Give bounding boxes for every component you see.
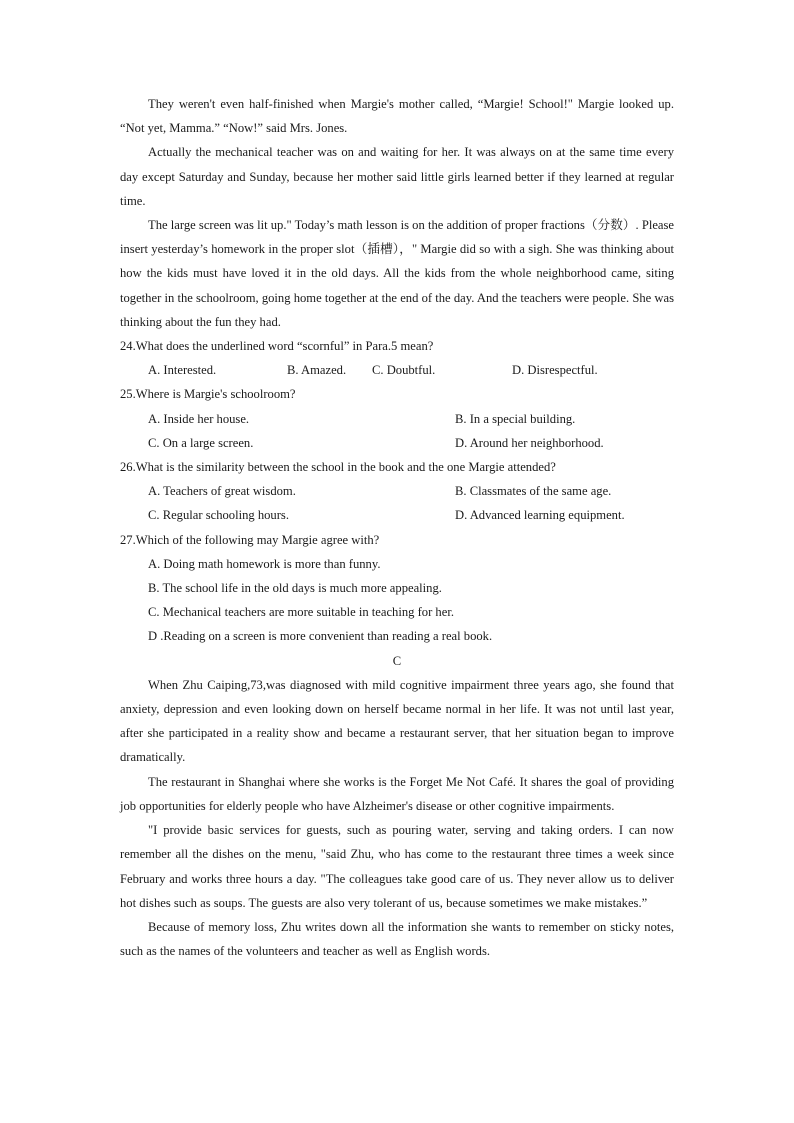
section-title-c: C bbox=[392, 653, 402, 668]
question-27-stem: 27.Which of the following may Margie agree with? bbox=[120, 532, 380, 547]
option-a[interactable]: A. Inside her house. bbox=[148, 411, 250, 426]
option-c[interactable]: C. On a large screen. bbox=[148, 435, 254, 450]
option-b[interactable]: B. In a special building. bbox=[455, 411, 576, 426]
option-c[interactable]: C. Mechanical teachers are more suitable in teaching for her. bbox=[148, 605, 454, 620]
question-24-stem: 24.What does the underlined word “scornful” in Para.5 mean? bbox=[120, 339, 434, 354]
option-c[interactable]: C. Doubtful. bbox=[372, 363, 436, 378]
passage-b-paragraph: They weren't even half-finished when Margie's mother called, “Margie! School!" Margie looked up. “Not yet, Mamma.” “Now!” said Mrs. Jones. bbox=[120, 97, 674, 136]
option-d[interactable]: D. Advanced learning equipment. bbox=[455, 508, 625, 523]
question-25-stem: 25.Where is Margie's schoolroom? bbox=[120, 387, 296, 402]
option-b[interactable]: B. Classmates of the same age. bbox=[455, 484, 612, 499]
option-d[interactable]: D. Around her neighborhood. bbox=[455, 435, 604, 450]
option-b[interactable]: B. Amazed. bbox=[287, 363, 347, 378]
question-26-options-row-2 bbox=[120, 503, 674, 527]
option-d[interactable]: D. Disrespectful. bbox=[512, 363, 598, 378]
option-c[interactable]: C. Regular schooling hours. bbox=[148, 508, 289, 523]
option-d[interactable]: D .Reading on a screen is more convenient than reading a real book. bbox=[148, 629, 493, 644]
passage-b-paragraph: The large screen was lit up." Today’s math lesson is on the addition of proper fractions（分数）. Please insert yesterday’s homework in the proper slot（插槽），" Margie did so with a sigh. She was thinking about how the kids must have loved it in the old days. All the kids from the whole neighborhood came, siting together in the schoolroom, going home together at the end of the day. And the teachers were people. She was thinking about the fun they had. bbox=[120, 218, 674, 329]
question-24-options bbox=[120, 358, 674, 382]
passage-c-paragraph: "I provide basic services for guests, such as pouring water, serving and taking orders. I can now remember all the dishes on the menu, "said Zhu, who has come to the restaurant three times a week since February and works three hours a day. "The colleagues take good care of us. They never allow us to deliver hot dishes such as soups. The guests are also very tolerant of us, because sometimes we make mistakes.” bbox=[120, 823, 674, 910]
option-a[interactable]: A. Doing math homework is more than funny. bbox=[148, 556, 381, 571]
exam-text-body bbox=[120, 92, 674, 963]
passage-c-paragraph: Because of memory loss, Zhu writes down all the information she wants to remember on sticky notes, such as the names of the volunteers and teacher as well as English words. bbox=[120, 919, 674, 959]
passage-c-paragraph: The restaurant in Shanghai where she works is the Forget Me Not Café. It shares the goal of providing job opportunities for elderly people who have Alzheimer's disease or other cognitive impairments. bbox=[120, 774, 674, 813]
option-a[interactable]: A. Teachers of great wisdom. bbox=[148, 484, 296, 499]
question-25-options-row-2 bbox=[120, 431, 674, 455]
passage-b-paragraph: Actually the mechanical teacher was on and waiting for her. It was always on at the same time every day except Saturday and Sunday, because her mother said little girls learned better if they learned at regular time. bbox=[120, 145, 674, 208]
option-b[interactable]: B. The school life in the old days is much more appealing. bbox=[148, 581, 442, 596]
question-25-options-row-1 bbox=[120, 407, 674, 431]
passage-c-paragraph: When Zhu Caiping,73,was diagnosed with mild cognitive impairment three years ago, she found that anxiety, depression and even looking down on herself became normal in her life. It was not until last year, after she participated in a reality show and became a restaurant server, that her situation began to improve dramatically. bbox=[120, 677, 674, 765]
option-a[interactable]: A. Interested. bbox=[148, 363, 217, 378]
question-26-options-row-1 bbox=[120, 479, 674, 503]
question-26-stem: 26.What is the similarity between the school in the book and the one Margie attended? bbox=[120, 460, 556, 475]
